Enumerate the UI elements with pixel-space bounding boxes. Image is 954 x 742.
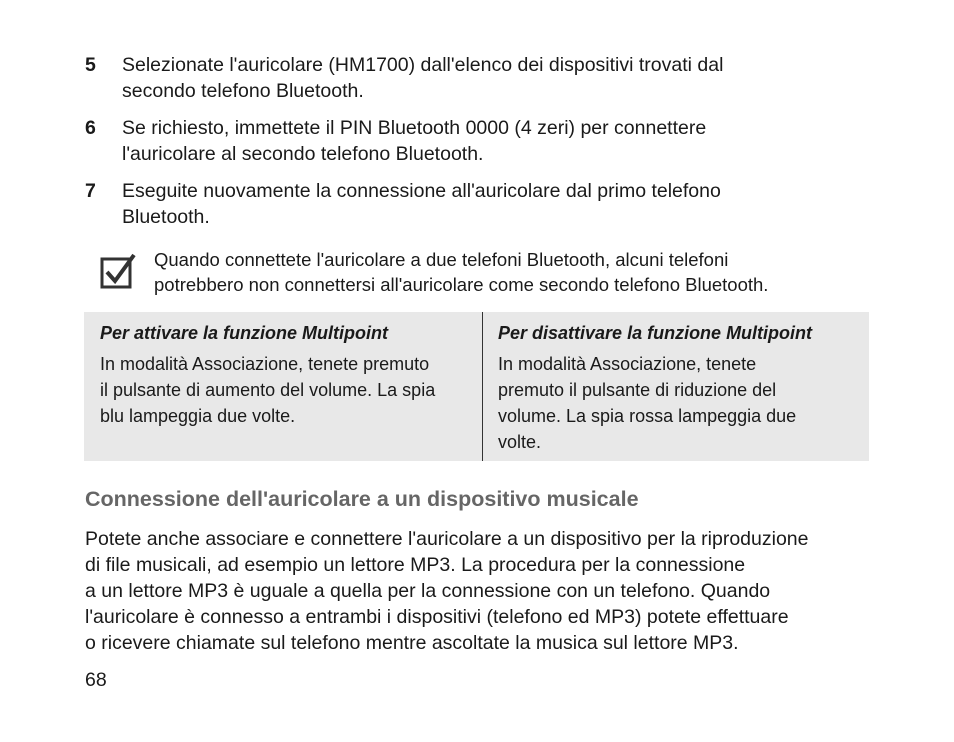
table-line: premuto il pulsante di riduzione del — [498, 380, 777, 400]
step-number: 6 — [85, 117, 96, 139]
paragraph-line: l'auricolare è connesso a entrambi i dispositivi (telefono ed MP3) potete effettuare — [85, 606, 789, 628]
step-text — [122, 115, 882, 167]
enable-multipoint-text — [100, 351, 480, 429]
step-line: Se richiesto, immettete il PIN Bluetooth 0000 (4 zeri) per connettere — [122, 117, 707, 139]
step-text — [122, 178, 882, 230]
multipoint-table — [84, 312, 869, 461]
checkmark-note-icon — [100, 253, 136, 289]
step-line: Bluetooth. — [122, 206, 210, 228]
step-number: 5 — [85, 54, 96, 76]
step-number: 7 — [85, 180, 96, 202]
paragraph-line: o ricevere chiamate sul telefono mentre ascoltate la musica sul lettore MP3. — [85, 632, 739, 654]
step-line: secondo telefono Bluetooth. — [122, 80, 364, 102]
paragraph-line: Potete anche associare e connettere l'auricolare a un dispositivo per la riproduzione — [85, 528, 809, 550]
step-line: Selezionate l'auricolare (HM1700) dall'elenco dei dispositivi trovati dal — [122, 54, 724, 76]
page-number: 68 — [85, 669, 107, 691]
step-line: l'auricolare al secondo telefono Bluetooth. — [122, 143, 484, 165]
table-line: il pulsante di aumento del volume. La spia — [100, 380, 436, 400]
enable-multipoint-column — [100, 321, 480, 429]
section-title: Connessione dell'auricolare a un dispositivo musicale — [85, 487, 639, 511]
table-line: In modalità Associazione, tenete — [498, 354, 757, 374]
table-line: volte. — [498, 432, 542, 452]
note-line: potrebbero non connettersi all'auricolare come secondo telefono Bluetooth. — [154, 273, 769, 295]
enable-multipoint-title: Per attivare la funzione Multipoint — [100, 323, 389, 343]
disable-multipoint-title: Per disattivare la funzione Multipoint — [498, 323, 813, 343]
section-paragraph — [85, 526, 875, 656]
note-line: Quando connettete l'auricolare a due telefoni Bluetooth, alcuni telefoni — [154, 249, 729, 270]
step-text — [122, 52, 882, 104]
table-divider — [482, 312, 483, 461]
table-line: blu lampeggia due volte. — [100, 406, 296, 426]
paragraph-line: a un lettore MP3 è uguale a quella per la connessione con un telefono. Quando — [85, 580, 771, 602]
disable-multipoint-text — [498, 351, 868, 455]
table-line: In modalità Associazione, tenete premuto — [100, 354, 430, 374]
step-line: Eseguite nuovamente la connessione all'auricolare dal primo telefono — [122, 180, 721, 202]
paragraph-line: di file musicali, ad esempio un lettore MP3. La procedura per la connessione — [85, 554, 746, 576]
table-line: volume. La spia rossa lampeggia due — [498, 406, 797, 426]
note-text — [154, 248, 874, 297]
disable-multipoint-column — [498, 321, 868, 455]
